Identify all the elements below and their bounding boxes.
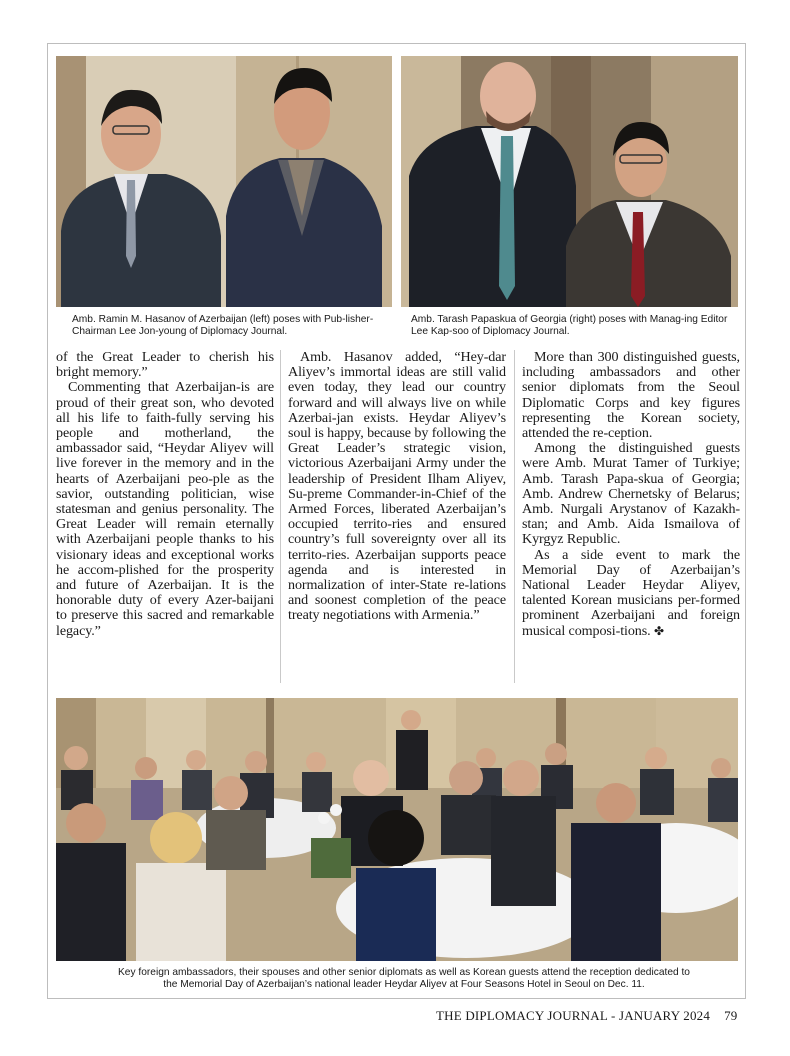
publication-name: THE DIPLOMACY JOURNAL - JANUARY 2024 — [436, 1008, 711, 1023]
article-column-1 — [56, 350, 274, 639]
article-paragraph: of the Great Leader to cherish his bright memory.” — [56, 349, 274, 381]
column-divider — [514, 350, 515, 683]
page-number: 79 — [724, 1008, 738, 1023]
article-paragraph — [522, 548, 740, 639]
photo-caption-bottom-line2: the Memorial Day of Azerbaijan’s national leader Heydar Aliyev at Four Seasons Hotel in Seoul on Dec. 11. — [163, 979, 645, 990]
article-paragraph: Commenting that Azerbaijan-is are proud of their great son, who devoted all his life to faith-fully serving his people and motherland, the ambassador said, “Heydar Aliyev will live forever in the memory and in the hearts of Azerbaijani peo-ple as the savior, outstanding politician, wise statesman and genius personality. The Great Leader will remain eternally with Azerbaijani people thanks to his visionary ideas and exceptional works he accom-plished for the prosperity and future of Azerbaijan. It is the honorable duty of every Azer-baijani to preserve this sacred and remarkable legacy.” — [56, 379, 274, 639]
photo-caption-bottom-line1: Key foreign ambassadors, their spouses and other senior diplomats as well as Korean guests attend the reception dedicated to — [118, 967, 690, 978]
end-mark-icon: ✤ — [653, 623, 664, 638]
page-footer — [436, 1008, 737, 1024]
article-paragraph: Among the distinguished guests were Amb. Murat Tamer of Turkiye; Amb. Tarash Papa-skua of Georgia; Amb. Andrew Chernetsky of Belarus; Amb. Nurgali Arystanov of Kazakh-stan; and Amb. Aida Ismailova of Kyrgyz Republic. — [522, 440, 740, 548]
article-column-2 — [288, 350, 506, 624]
photo-papaskua-lee — [401, 56, 738, 307]
photo-reception-guests — [56, 698, 738, 961]
photo-hasanov-lee — [56, 56, 392, 307]
photo-caption-top-left: Amb. Ramin M. Hasanov of Azerbaijan (left) poses with Pub-lisher-Chairman Lee Jon-young of Diplomacy Journal. — [72, 314, 374, 337]
photo-caption-bottom — [68, 967, 740, 991]
article-paragraph: Amb. Hasanov added, “Hey-dar Aliyev’s immortal ideas are still valid even today, they lead our country forward and will always live on while Azerbai-jan exists. Heydar Aliyev’s soul is happy, because by following the Great Leader’s strategic vision, victorious Azerbaijani Army under the leadership of President Ilham Aliyev, Su-preme Commander-in-Chief of the Armed Forces, liberated Azerbaijan’s occupied territo-ries and ensured country’s full sovereignty over all its territo-ries. Azerbaijan supports peace agenda and is interested in normalization of inter-State re-lations and soonest completion of the peace treaty negotiations with Armenia.” — [288, 349, 506, 624]
article-paragraph-text: As a side event to mark the Memorial Day of Azerbaijan’s National Leader Heydar Aliyev, talented Korean musicians per-formed prominent Azerbaijani and foreign musical composi-tions. — [522, 546, 740, 639]
column-divider — [280, 350, 281, 683]
article-column-3 — [522, 350, 740, 639]
photo-caption-top-right: Amb. Tarash Papaskua of Georgia (right) poses with Manag-ing Editor Lee Kap-soo of Diplomacy Journal. — [411, 314, 728, 337]
article-paragraph: More than 300 distinguished guests, including ambassadors and other senior diplomats from the Seoul Diplomatic Corps and key figures representing the Korean society, attended the re-ception. — [522, 349, 740, 442]
